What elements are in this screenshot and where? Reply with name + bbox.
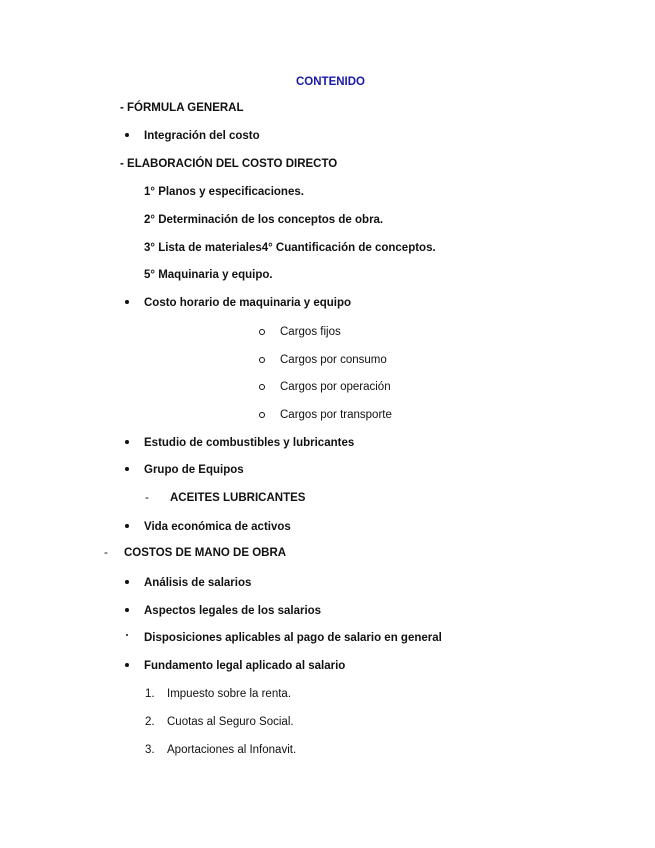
subitem-cuotas: Cuotas al Seguro Social.	[167, 716, 294, 728]
list-number-3: 3.	[145, 744, 155, 756]
circle-bullet-icon	[259, 384, 265, 390]
bullet-icon	[125, 524, 129, 528]
section-mano-obra: COSTOS DE MANO DE OBRA	[124, 547, 287, 559]
dash-marker: -	[145, 492, 149, 504]
subitem-cargos-consumo: Cargos por consumo	[280, 354, 387, 366]
item-estudio-combustibles: Estudio de combustibles y lubricantes	[144, 437, 355, 449]
subitem-cargos-operacion: Cargos por operación	[280, 381, 391, 393]
section-formula-general: - FÓRMULA GENERAL	[120, 102, 244, 114]
bullet-icon	[125, 300, 129, 304]
item-grupo-equipos: Grupo de Equipos	[144, 464, 244, 476]
bullet-icon	[125, 608, 129, 612]
subitem-cargos-transporte: Cargos por transporte	[280, 409, 392, 421]
subitem-aceites-lubricantes: ACEITES LUBRICANTES	[170, 492, 306, 504]
small-bullet-icon	[126, 634, 128, 636]
bullet-icon	[125, 133, 129, 137]
item-costo-horario: Costo horario de maquinaria y equipo	[144, 297, 352, 309]
step-3-4: 3° Lista de materiales4° Cuantificación de conceptos.	[144, 242, 436, 254]
subitem-impuesto: Impuesto sobre la renta.	[167, 688, 292, 700]
step-1: 1° Planos y especificaciones.	[144, 186, 304, 198]
bullet-icon	[125, 663, 129, 667]
bullet-icon	[125, 580, 129, 584]
item-vida-economica: Vida económica de activos	[144, 521, 291, 533]
circle-bullet-icon	[259, 329, 265, 335]
item-disposiciones: Disposiciones aplicables al pago de salario en general	[144, 632, 442, 644]
circle-bullet-icon	[259, 412, 265, 418]
item-analisis-salarios: Análisis de salarios	[144, 577, 252, 589]
bullet-icon	[125, 440, 129, 444]
subitem-aportaciones: Aportaciones al Infonavit.	[167, 744, 297, 756]
list-number-1: 1.	[145, 688, 155, 700]
step-5: 5° Maquinaria y equipo.	[144, 269, 273, 281]
section-elaboracion: - ELABORACIÓN DEL COSTO DIRECTO	[120, 158, 338, 170]
item-integracion: Integración del costo	[144, 130, 260, 142]
circle-bullet-icon	[259, 357, 265, 363]
list-number-2: 2.	[145, 716, 155, 728]
item-fundamento: Fundamento legal aplicado al salario	[144, 660, 346, 672]
dash-marker: -	[104, 547, 108, 559]
page-title: CONTENIDO	[296, 76, 365, 88]
subitem-cargos-fijos: Cargos fijos	[280, 326, 341, 338]
item-aspectos-legales: Aspectos legales de los salarios	[144, 605, 322, 617]
bullet-icon	[125, 467, 129, 471]
step-2: 2° Determinación de los conceptos de obra.	[144, 214, 384, 226]
